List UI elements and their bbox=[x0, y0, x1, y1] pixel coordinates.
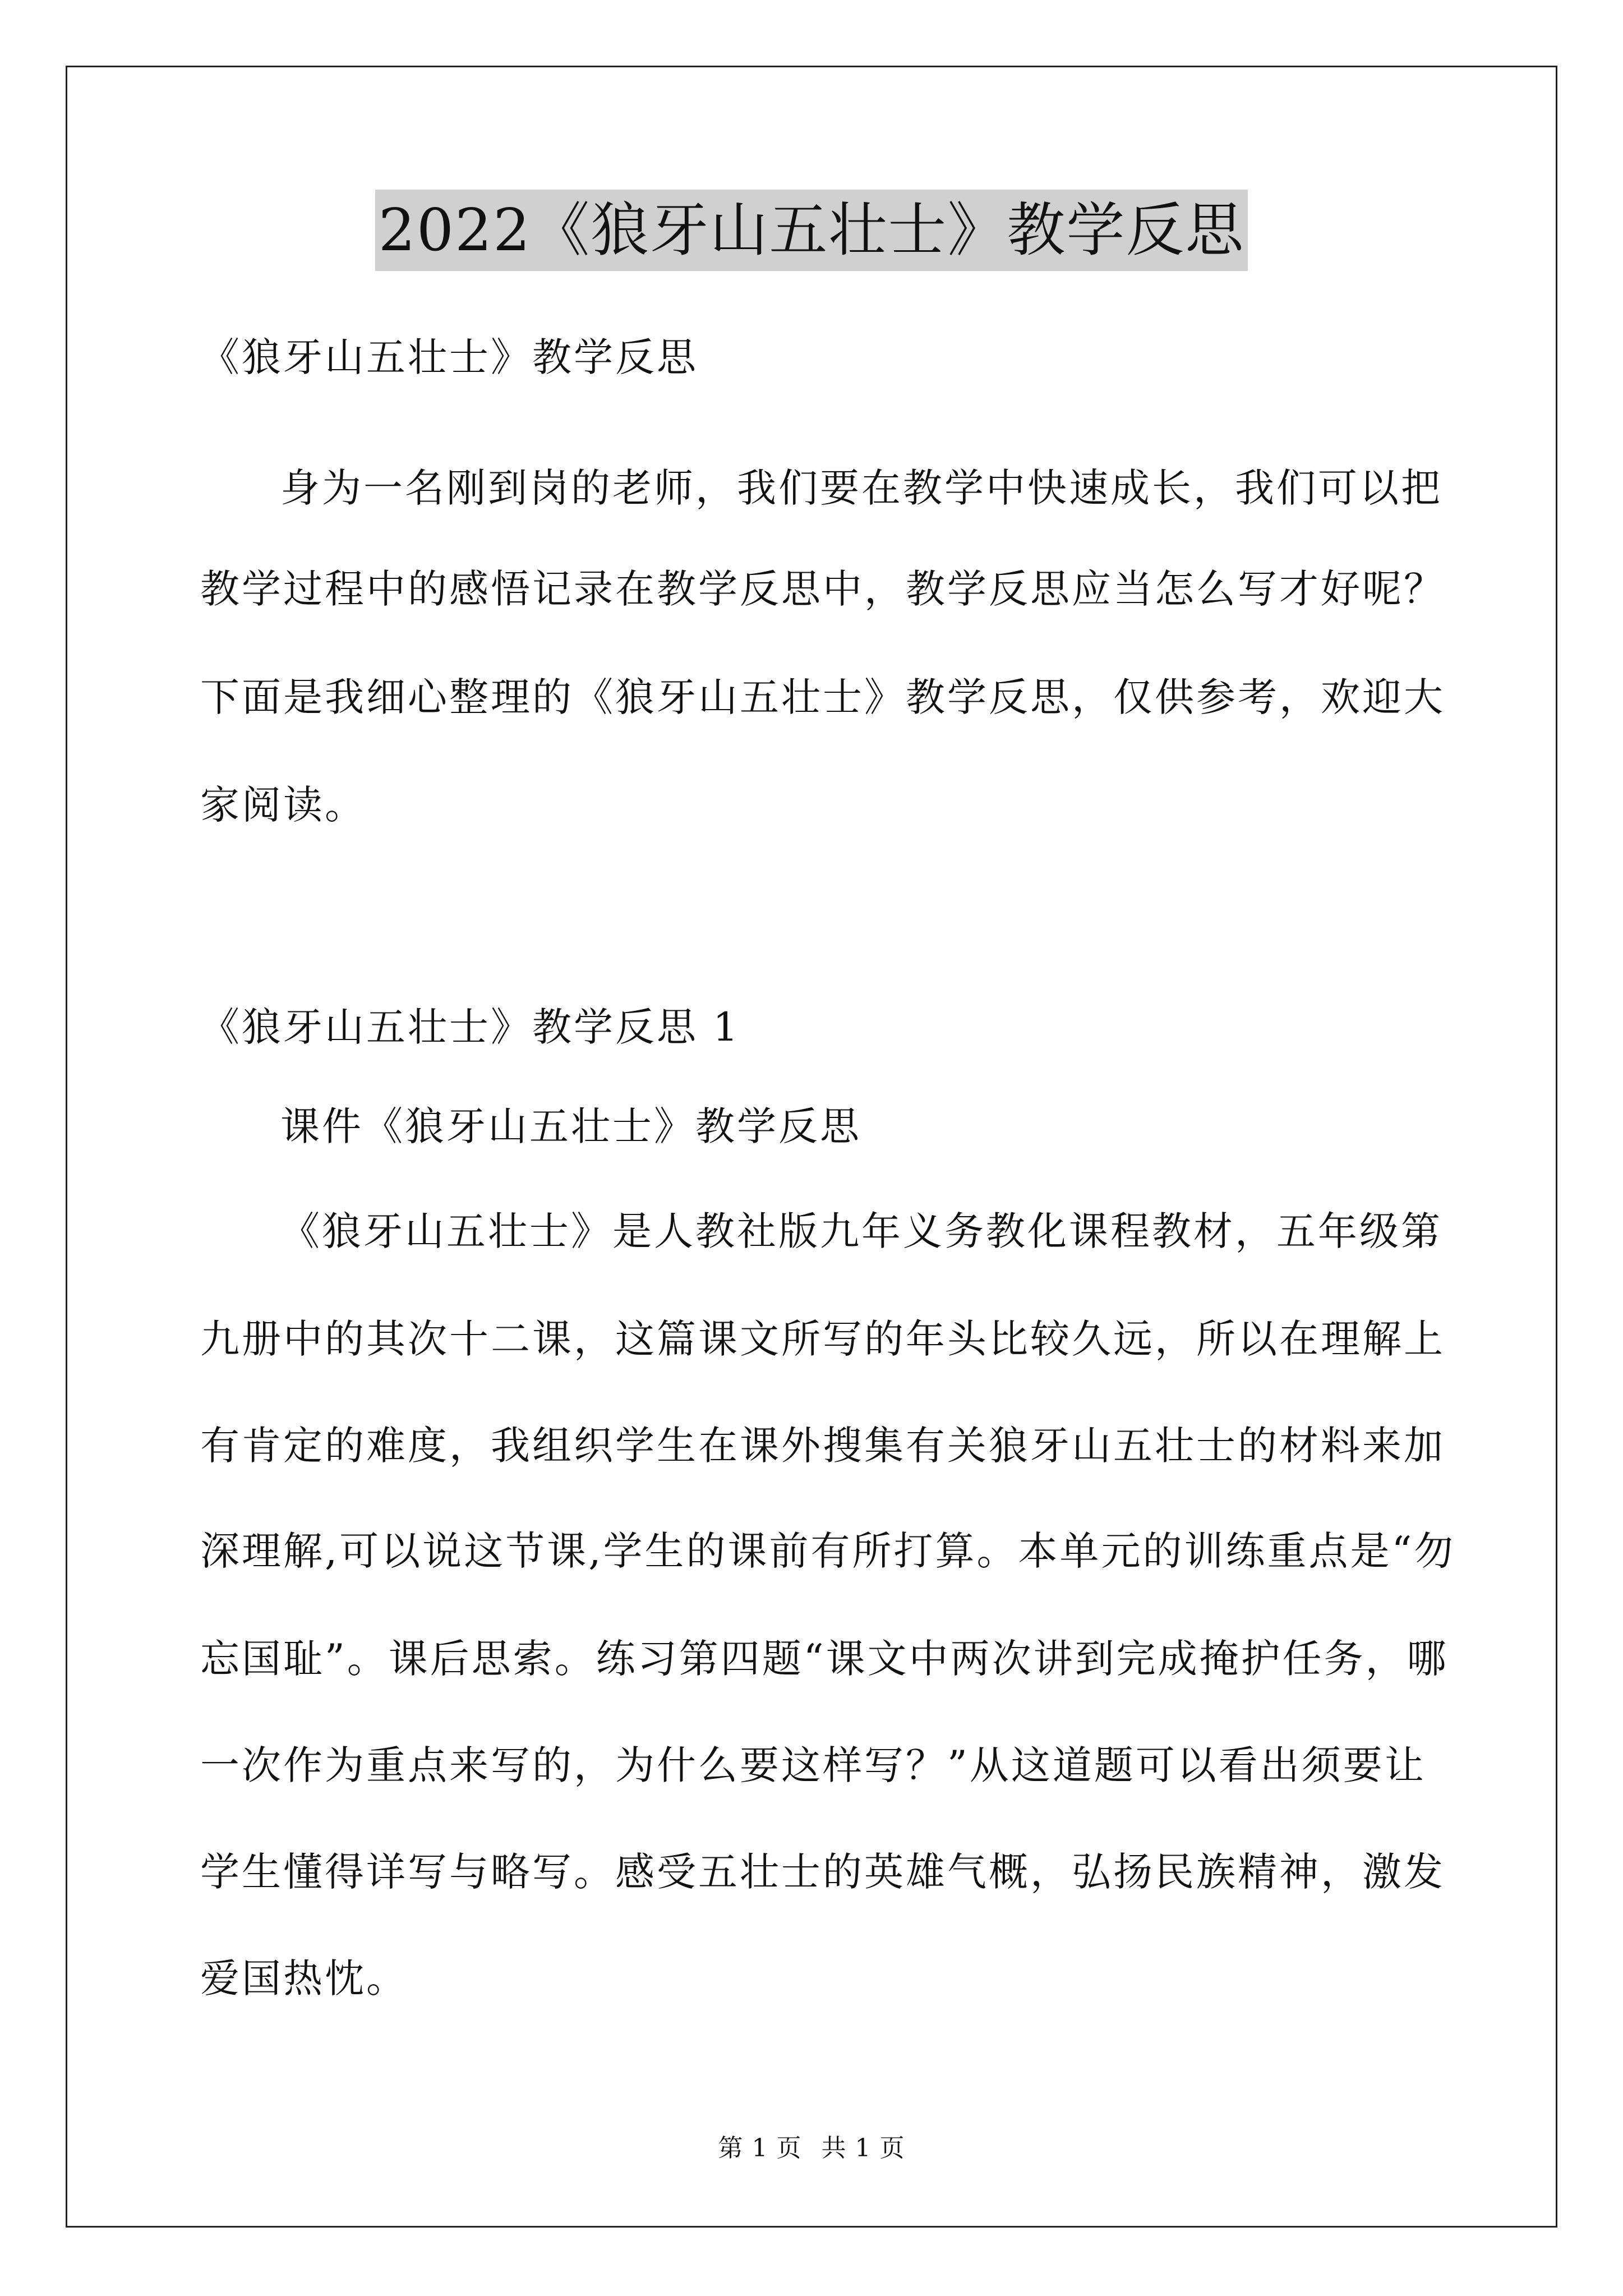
body-line: 忘国耻”。课后思索。练习第四题“课文中两次讲到完成掩护任务，哪 bbox=[200, 1636, 1449, 1682]
body-line: 一次作为重点来写的，为什么要这样写？”从这道题可以看出须要让 bbox=[200, 1742, 1426, 1788]
intro-line: 家阅读。 bbox=[200, 782, 366, 828]
body-line: 九册中的其次十二课，这篇课文所写的年头比较久远，所以在理解上 bbox=[200, 1316, 1445, 1362]
page-footer bbox=[0, 2132, 1623, 2165]
page-number: 第 1 页 bbox=[718, 2134, 802, 2162]
page-total: 共 1 页 bbox=[821, 2134, 905, 2162]
document-title: 2022《狼牙山五壮士》教学反思 bbox=[375, 190, 1248, 271]
body-line: 深理解,可以说这节课,学生的课前有所打算。本单元的训练重点是“勿 bbox=[200, 1528, 1456, 1574]
body-line: 《狼牙山五壮士》是人教社版九年义务教化课程教材，五年级第 bbox=[280, 1208, 1442, 1254]
intro-line: 下面是我细心整理的《狼牙山五壮士》教学反思，仅供参考，欢迎大 bbox=[200, 674, 1445, 720]
body-line: 爱国热忱。 bbox=[200, 1955, 408, 2001]
title-container bbox=[0, 190, 1623, 271]
section-heading: 《狼牙山五壮士》教学反思 1 bbox=[200, 1004, 740, 1050]
intro-line: 教学过程中的感悟记录在教学反思中，教学反思应当怎么写才好呢？ bbox=[200, 566, 1445, 612]
body-line: 学生懂得详写与略写。感受五壮士的英雄气概，弘扬民族精神，激发 bbox=[200, 1849, 1445, 1895]
section-subheading: 课件《狼牙山五壮士》教学反思 bbox=[280, 1103, 861, 1149]
intro-line: 身为一名刚到岗的老师，我们要在教学中快速成长，我们可以把 bbox=[280, 465, 1442, 511]
document-subtitle: 《狼牙山五壮士》教学反思 bbox=[200, 334, 698, 380]
body-line: 有肯定的难度，我组织学生在课外搜集有关狼牙山五壮士的材料来加 bbox=[200, 1423, 1445, 1469]
